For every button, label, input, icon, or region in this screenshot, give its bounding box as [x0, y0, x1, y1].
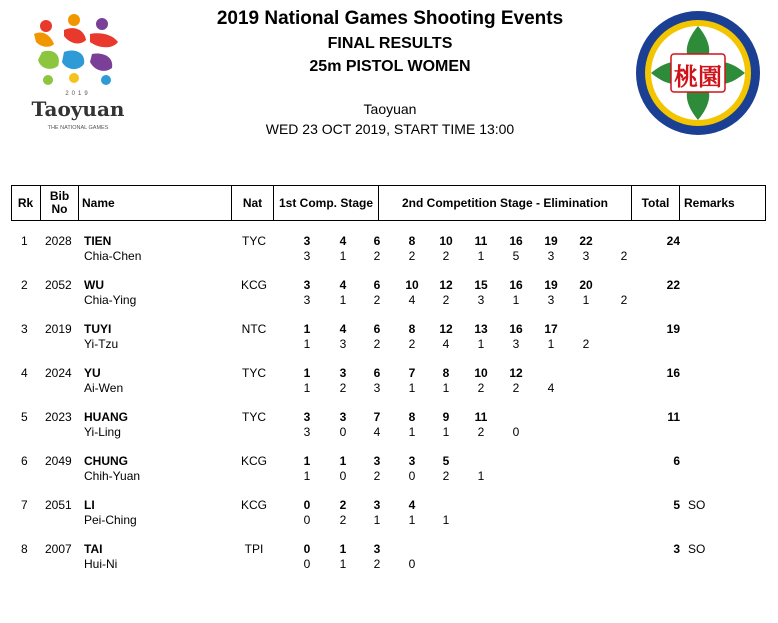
series-score: 3 [512, 337, 520, 351]
series-score: 2 [582, 337, 590, 351]
total-cell: 6 [673, 454, 680, 468]
series-score: 2 [477, 381, 485, 395]
cumulative-score: 7 [373, 410, 381, 424]
table-row [0, 364, 778, 408]
series-score: 1 [303, 337, 311, 351]
nation-cell: KCG [240, 278, 267, 292]
series-score: 2 [373, 293, 381, 307]
cumulative-score: 4 [339, 322, 347, 336]
cumulative-score: 20 [579, 278, 593, 292]
series-score: 1 [373, 513, 381, 527]
rank-cell: 7 [21, 498, 28, 512]
table-row [0, 408, 778, 452]
nation-cell: TYC [242, 366, 266, 380]
nation-cell: KCG [240, 498, 267, 512]
cumulative-score: 9 [442, 410, 450, 424]
total-cell: 24 [666, 234, 680, 248]
bib-cell: 2023 [45, 410, 72, 424]
athlete-last-name: HUANG [84, 410, 128, 424]
cumulative-score: 3 [339, 366, 347, 380]
series-score: 1 [477, 337, 485, 351]
total-cell: 3 [673, 542, 680, 556]
event-name: 25m PISTOL WOMEN [309, 58, 471, 75]
cumulative-score: 16 [509, 234, 523, 248]
cumulative-score: 8 [408, 234, 416, 248]
series-score: 3 [547, 249, 555, 263]
athlete-last-name: LI [84, 498, 95, 512]
series-score: 2 [373, 337, 381, 351]
rank-cell: 6 [21, 454, 28, 468]
total-cell: 19 [666, 322, 680, 336]
series-score: 1 [477, 469, 485, 483]
table-row [0, 232, 778, 276]
athlete-last-name: CHUNG [84, 454, 128, 468]
athlete-first-name: Hui-Ni [84, 557, 118, 571]
rank-cell: 1 [21, 234, 28, 248]
series-score: 2 [512, 381, 520, 395]
series-score: 2 [373, 469, 381, 483]
cumulative-score: 6 [373, 366, 381, 380]
cumulative-score: 16 [509, 278, 523, 292]
cumulative-score: 4 [408, 498, 416, 512]
series-score: 2 [620, 249, 628, 263]
col-bib [41, 185, 78, 221]
athlete-last-name: YU [84, 366, 101, 380]
cumulative-score: 4 [339, 234, 347, 248]
cumulative-score: 2 [339, 498, 347, 512]
rank-cell: 8 [21, 542, 28, 556]
cumulative-score: 0 [303, 542, 311, 556]
athlete-last-name: TIEN [84, 234, 112, 248]
series-score: 1 [442, 513, 450, 527]
col-total: Total [641, 195, 670, 210]
series-score: 2 [442, 249, 450, 263]
cumulative-score: 6 [373, 322, 381, 336]
cumulative-score: 3 [373, 454, 381, 468]
cumulative-score: 19 [544, 278, 558, 292]
divider [78, 185, 79, 221]
bib-cell: 2024 [45, 366, 72, 380]
table-row [0, 276, 778, 320]
athlete-first-name: Pei-Ching [84, 513, 137, 527]
cumulative-score: 1 [303, 322, 311, 336]
series-score: 1 [442, 425, 450, 439]
cumulative-score: 11 [474, 234, 488, 248]
athlete-first-name: Ai-Wen [84, 381, 124, 395]
col-name: Name [82, 195, 115, 210]
col-bib-label: Bib No [49, 189, 70, 216]
series-score: 1 [582, 293, 590, 307]
athlete-last-name: TUYI [84, 322, 112, 336]
bib-cell: 2052 [45, 278, 72, 292]
nation-cell: TYC [242, 234, 266, 248]
page-title: 2019 National Games Shooting Events [216, 8, 564, 29]
cumulative-score: 15 [474, 278, 488, 292]
series-score: 0 [339, 425, 347, 439]
col-nat: Nat [242, 195, 263, 210]
venue: Taoyuan [363, 101, 417, 117]
cumulative-score: 6 [373, 234, 381, 248]
seal-text: 桃園 [674, 63, 722, 91]
series-score: 1 [408, 513, 416, 527]
series-score: 3 [303, 249, 311, 263]
table-row [0, 496, 778, 540]
figures-emblem-icon [28, 12, 128, 92]
series-score: 1 [442, 381, 450, 395]
series-score: 0 [408, 469, 416, 483]
rank-cell: 4 [21, 366, 28, 380]
series-score: 4 [408, 293, 416, 307]
rank-cell: 2 [21, 278, 28, 292]
series-score: 1 [408, 381, 416, 395]
taoyuan-games-logo [28, 12, 128, 137]
series-score: 5 [512, 249, 520, 263]
series-score: 0 [303, 557, 311, 571]
series-score: 1 [303, 381, 311, 395]
nation-cell: KCG [240, 454, 267, 468]
cumulative-score: 10 [439, 234, 453, 248]
series-score: 2 [442, 469, 450, 483]
col-rk: Rk [17, 195, 34, 210]
series-score: 3 [303, 425, 311, 439]
cumulative-score: 8 [442, 366, 450, 380]
remarks-cell: SO [688, 498, 706, 512]
rank-cell: 3 [21, 322, 28, 336]
series-score: 4 [547, 381, 555, 395]
cumulative-score: 3 [303, 234, 311, 248]
series-score: 2 [339, 381, 347, 395]
table-row [0, 452, 778, 496]
cumulative-score: 3 [373, 542, 381, 556]
series-score: 3 [477, 293, 485, 307]
series-score: 1 [339, 557, 347, 571]
logo-year: 2019 [65, 91, 91, 97]
series-score: 2 [339, 513, 347, 527]
series-score: 2 [620, 293, 628, 307]
taoyuan-city-seal [635, 10, 761, 136]
table-row [0, 320, 778, 364]
cumulative-score: 1 [303, 366, 311, 380]
series-score: 0 [512, 425, 520, 439]
bib-cell: 2019 [45, 322, 72, 336]
series-score: 3 [339, 337, 347, 351]
table-row [0, 540, 778, 584]
cumulative-score: 3 [339, 410, 347, 424]
series-score: 1 [339, 293, 347, 307]
cumulative-score: 8 [408, 322, 416, 336]
series-score: 2 [408, 337, 416, 351]
divider [679, 185, 680, 221]
total-cell: 11 [667, 410, 680, 424]
bib-cell: 2049 [45, 454, 72, 468]
cumulative-score: 0 [303, 498, 311, 512]
remarks-cell: SO [688, 542, 706, 556]
series-score: 2 [373, 557, 381, 571]
rank-cell: 5 [21, 410, 28, 424]
athlete-first-name: Yi-Ling [84, 425, 121, 439]
series-score: 1 [339, 249, 347, 263]
results-header [0, 0, 778, 150]
cumulative-score: 4 [339, 278, 347, 292]
nation-cell: TYC [242, 410, 266, 424]
series-score: 3 [303, 293, 311, 307]
logo-tagline: THE NATIONAL GAMES [47, 125, 109, 131]
bib-cell: 2007 [45, 542, 72, 556]
athlete-first-name: Yi-Tzu [84, 337, 119, 351]
athlete-first-name: Chia-Ying [84, 293, 137, 307]
cumulative-score: 10 [474, 366, 488, 380]
cumulative-score: 16 [509, 322, 523, 336]
cumulative-score: 1 [339, 542, 347, 556]
cumulative-score: 22 [579, 234, 593, 248]
cumulative-score: 11 [474, 410, 488, 424]
event-datetime: WED 23 OCT 2019, START TIME 13:00 [265, 121, 515, 137]
cumulative-score: 17 [544, 322, 558, 336]
cumulative-score: 13 [474, 322, 488, 336]
series-score: 1 [547, 337, 555, 351]
cumulative-score: 6 [373, 278, 381, 292]
series-score: 3 [582, 249, 590, 263]
cumulative-score: 12 [439, 322, 453, 336]
athlete-last-name: TAI [84, 542, 103, 556]
series-score: 1 [303, 469, 311, 483]
series-score: 3 [373, 381, 381, 395]
cumulative-score: 1 [339, 454, 347, 468]
col-remarks: Remarks [684, 195, 735, 210]
series-score: 0 [339, 469, 347, 483]
athlete-first-name: Chih-Yuan [84, 469, 141, 483]
nation-cell: NTC [241, 322, 267, 336]
table-header [11, 185, 766, 221]
results-subtitle: FINAL RESULTS [327, 35, 453, 52]
series-score: 1 [512, 293, 520, 307]
cumulative-score: 10 [405, 278, 419, 292]
logo-brand: Taoyuan [31, 97, 125, 121]
series-score: 0 [408, 557, 416, 571]
series-score: 4 [442, 337, 450, 351]
series-score: 4 [373, 425, 381, 439]
series-score: 2 [477, 425, 485, 439]
cumulative-score: 12 [509, 366, 523, 380]
col-first-stage: 1st Comp. Stage [278, 195, 374, 210]
results-table-body [0, 232, 778, 584]
cumulative-score: 8 [408, 410, 416, 424]
cumulative-score: 19 [544, 234, 558, 248]
cumulative-score: 1 [303, 454, 311, 468]
series-score: 3 [547, 293, 555, 307]
athlete-first-name: Chia-Chen [84, 249, 142, 263]
bib-cell: 2028 [45, 234, 72, 248]
total-cell: 16 [666, 366, 680, 380]
cumulative-score: 7 [408, 366, 416, 380]
cumulative-score: 3 [303, 278, 311, 292]
series-score: 0 [303, 513, 311, 527]
cumulative-score: 12 [439, 278, 453, 292]
series-score: 1 [477, 249, 485, 263]
total-cell: 22 [666, 278, 680, 292]
cumulative-score: 5 [442, 454, 450, 468]
athlete-last-name: WU [84, 278, 104, 292]
cumulative-score: 3 [303, 410, 311, 424]
series-score: 2 [373, 249, 381, 263]
series-score: 2 [442, 293, 450, 307]
col-second-stage: 2nd Competition Stage - Elimination [401, 195, 608, 210]
bib-cell: 2051 [45, 498, 72, 512]
series-score: 2 [408, 249, 416, 263]
nation-cell: TPI [244, 542, 264, 556]
cumulative-score: 3 [408, 454, 416, 468]
total-cell: 5 [673, 498, 680, 512]
cumulative-score: 3 [373, 498, 381, 512]
series-score: 1 [408, 425, 416, 439]
